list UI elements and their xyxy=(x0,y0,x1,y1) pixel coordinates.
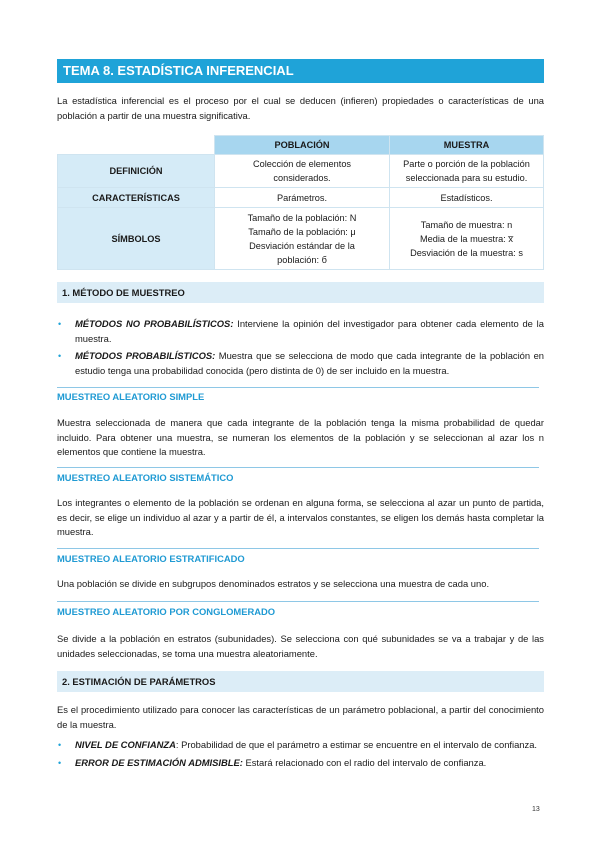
intro-paragraph xyxy=(57,94,544,123)
bullet-text: Muestra que se selecciona de modo que cada integrante de la población en estudio tenga una probabilidad conocida (pero distinta de 0) de ser incluido en la muestra. xyxy=(75,350,545,376)
cell-line: Parámetros. xyxy=(276,192,328,203)
section-heading-bar xyxy=(57,282,544,303)
bullet-term: MÉTODOS PROBABILÍSTICOS: xyxy=(75,350,216,362)
section1-title: 1. MÉTODO DE MUESTREO xyxy=(62,287,185,298)
list-item xyxy=(57,756,544,771)
cell-definicion-poblacion xyxy=(215,155,390,188)
subsection-text: Muestra seleccionada de manera que cada integrante de la población tenga la misma probabilidad de quedar incluido. Para obtener una muestra, se numeran los elementos de la población y se seleccionan al azar los n elementos que contiene la muestra. xyxy=(57,417,544,458)
cell-caracteristicas-poblacion xyxy=(215,188,390,208)
divider xyxy=(57,467,539,468)
cell-line: Estadísticos. xyxy=(440,192,493,203)
column-header-poblacion: POBLACIÓN xyxy=(215,136,390,155)
subsection-body xyxy=(57,632,544,661)
section2-bullet-list xyxy=(57,738,544,770)
row-header-definicion: DEFINICIÓN xyxy=(58,155,215,188)
subsection-body xyxy=(57,496,544,540)
cell-line: Desviación estándar de la xyxy=(249,240,355,251)
bullet-icon: • xyxy=(58,740,62,750)
column-header-muestra: MUESTRA xyxy=(390,136,544,155)
subsection-body xyxy=(57,416,544,460)
cell-line: Tamaño de la población: μ xyxy=(248,226,356,237)
section1-bullet-list xyxy=(57,317,544,378)
cell-line: Parte o porción de la población xyxy=(403,159,530,169)
row-header-simbolos: SÍMBOLOS xyxy=(58,208,215,270)
comparison-table xyxy=(57,135,544,270)
cell-simbolos-poblacion xyxy=(215,208,390,270)
cell-line: seleccionada para su estudio. xyxy=(405,173,528,183)
cell-definicion-muestra xyxy=(390,155,544,188)
section-heading-bar xyxy=(57,671,544,692)
cell-line: Desviación de la muestra: s xyxy=(410,247,523,258)
section2-intro-text: Es el procedimiento utilizado para conocer las características de un parámetro poblacional, a partir del conocimiento de la muestra. xyxy=(57,704,544,730)
cell-line: Colección de elementos xyxy=(252,159,352,169)
subsection-body xyxy=(57,577,544,592)
intro-text: La estadística inferencial es el proceso por el cual se deducen (infieren) propiedades o características de una población a partir de una muestra significativa. xyxy=(57,95,544,121)
section2-intro xyxy=(57,703,544,732)
bullet-text: Interviene la opinión del investigador para obtener cada elemento de la muestra. xyxy=(75,318,544,344)
bullet-icon: • xyxy=(58,757,62,768)
table-corner-cell xyxy=(58,136,215,155)
cell-line: población: б xyxy=(277,254,327,265)
table-row xyxy=(58,208,544,270)
list-item xyxy=(57,349,544,378)
cell-caracteristicas-muestra xyxy=(390,188,544,208)
section2-title: 2. ESTIMACIÓN DE PARÁMETROS xyxy=(62,676,216,687)
subsection-text: Los integrantes o elemento de la población se ordenan en alguna forma, se selecciona al azar un punto de partida, es decir, se elige un individuo al azar y a partir de él, a intervalos constantes, se eligen los demás hasta completar la muestra. xyxy=(57,497,544,538)
subsection-title: MUESTREO ALEATORIO SIMPLE xyxy=(57,391,205,402)
bullet-text: Estará relacionado con el radio del intervalo de confianza. xyxy=(242,756,487,768)
table-row xyxy=(58,155,544,188)
chapter-title-bar xyxy=(57,59,544,83)
subsection-title: MUESTREO ALEATORIO ESTRATIFICADO xyxy=(57,553,245,564)
page-number: 13 xyxy=(532,806,540,813)
bullet-icon: • xyxy=(58,351,62,362)
cell-simbolos-muestra xyxy=(390,208,544,270)
bullet-term: NIVEL DE CONFIANZA xyxy=(75,739,176,750)
chapter-title: TEMA 8. ESTADÍSTICA INFERENCIAL xyxy=(63,63,294,78)
subsection-text: Se divide a la población en estratos (subunidades). Se selecciona con qué subunidades se va a trabajar y de las unidades seleccionadas, se toma una muestra aleatoriamente. xyxy=(57,633,544,659)
subsection-title: MUESTREO ALEATORIO POR CONGLOMERADO xyxy=(57,606,276,617)
bullet-icon: • xyxy=(58,319,62,329)
bullet-term: MÉTODOS NO PROBABILÍSTICOS: xyxy=(75,318,234,329)
list-item xyxy=(57,317,544,346)
cell-line: considerados. xyxy=(273,173,331,183)
row-header-caracteristicas: CARACTERÍSTICAS xyxy=(58,188,215,208)
bullet-term: ERROR DE ESTIMACIÓN ADMISIBLE: xyxy=(75,756,243,768)
cell-line: Tamaño de muestra: n xyxy=(420,219,513,230)
divider xyxy=(57,387,539,388)
cell-line: Media de la muestra: x̅ xyxy=(420,233,513,244)
subsection-title: MUESTREO ALEATORIO SISTEMÁTICO xyxy=(57,472,234,483)
divider xyxy=(57,601,539,602)
bullet-text: : Probabilidad de que el parámetro a estimar se encuentre en el intervalo de confianza. xyxy=(175,739,538,750)
subsection-text: Una población se divide en subgrupos denominados estratos y se selecciona una muestra de cada uno. xyxy=(57,578,490,589)
table-row xyxy=(58,188,544,208)
list-item xyxy=(57,738,544,753)
cell-line: Tamaño de la población: N xyxy=(247,212,357,223)
divider xyxy=(57,548,539,549)
